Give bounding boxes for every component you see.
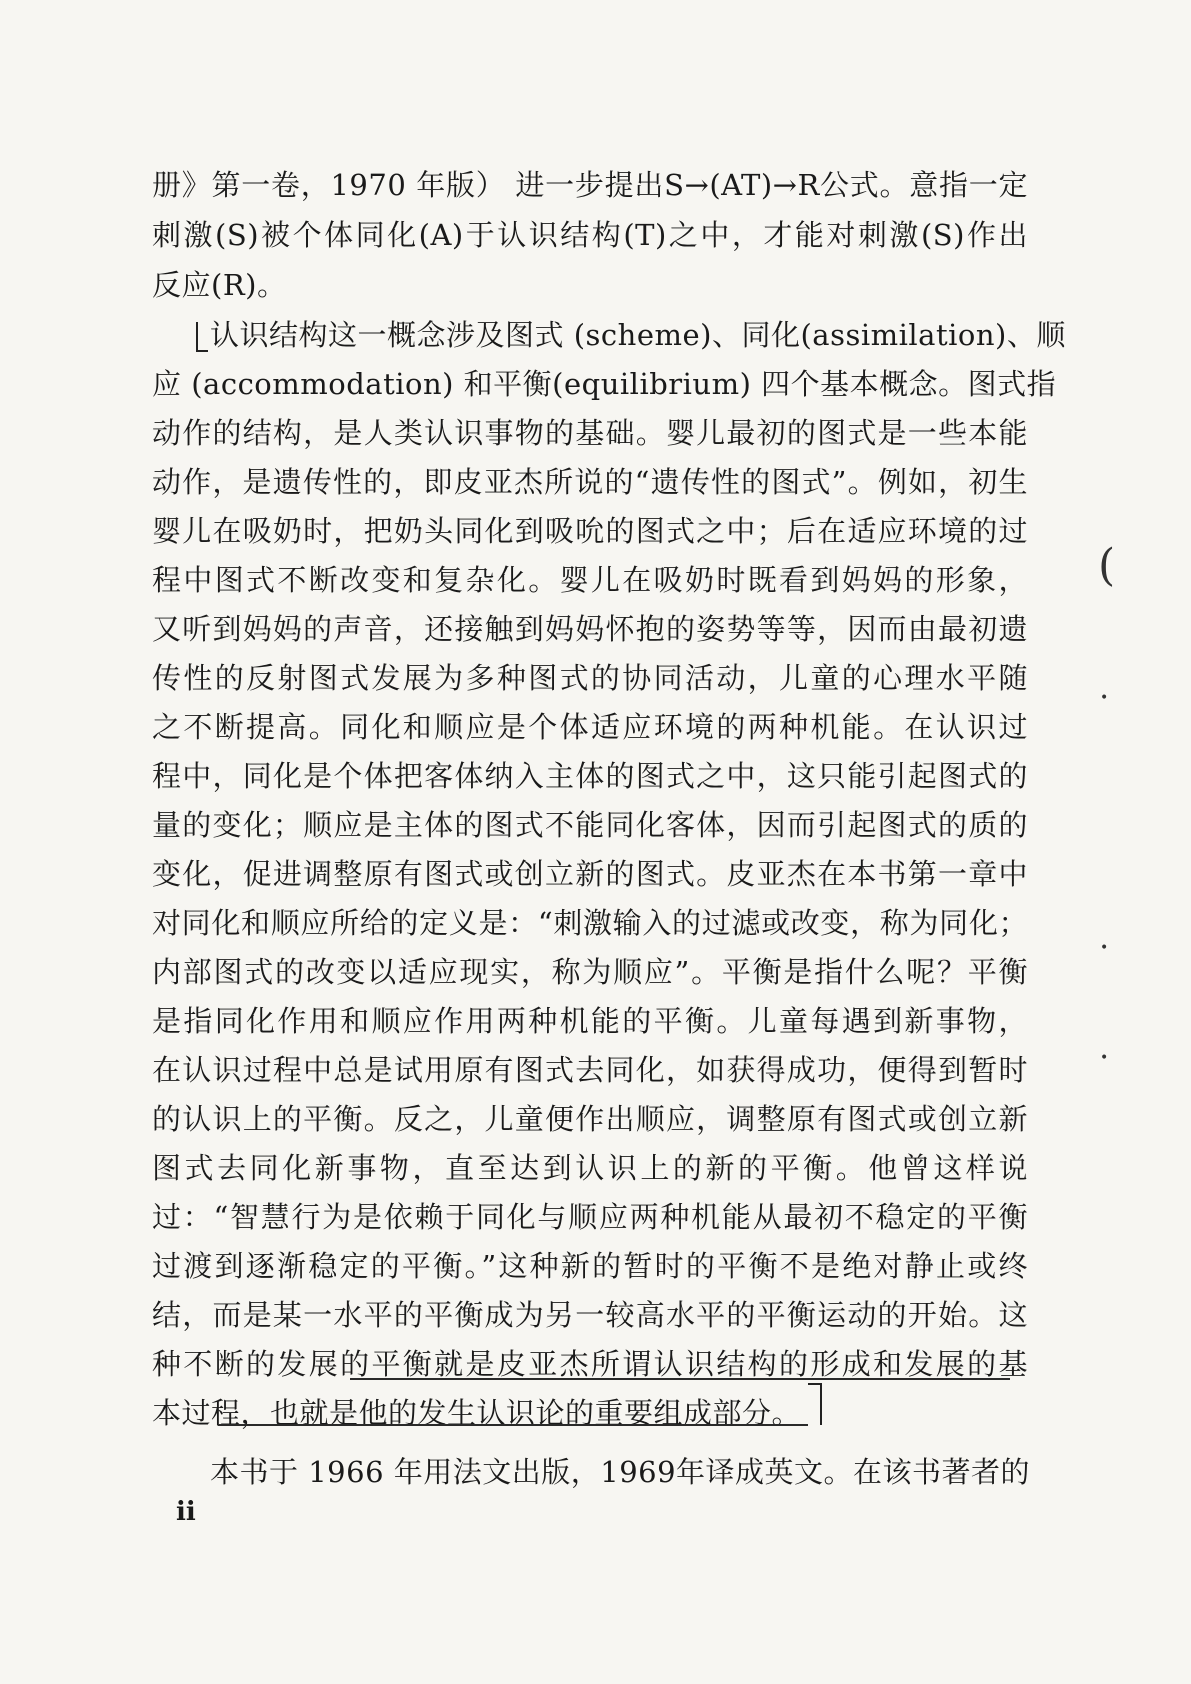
text-line: 程中，同化是个体把客体纳入主体的图式之中，这只能引起图式的 (152, 759, 1028, 793)
text-line: 是指同化作用和顺应作用两种机能的平衡。儿童每遇到新事物， (152, 1004, 1028, 1038)
text-line: 又听到妈妈的声音，还接触到妈妈怀抱的姿势等等，因而由最初遗 (152, 612, 1028, 646)
text-line: 之不断提高。同化和顺应是个体适应环境的两种机能。在认识过 (152, 710, 1028, 744)
text-line: 动作，是遗传性的，即皮亚杰所说的“遗传性的图式”。例如，初生 (152, 465, 1028, 499)
text-line: 刺激(S)被个体同化(A)于认识结构(T)之中，才能对刺激(S)作出 (152, 218, 1028, 252)
text-line: 动作的结构，是人类认识事物的基础。婴儿最初的图式是一些本能 (152, 416, 1028, 450)
page-number: ii (176, 1497, 196, 1527)
handwritten-close-bracket (808, 1383, 822, 1425)
text-line: 过：“智慧行为是依赖于同化与顺应两种机能从最初不稳定的平衡 (152, 1200, 1028, 1234)
text-line: 图式去同化新事物，直至达到认识上的新的平衡。他曾这样说 (152, 1151, 1028, 1185)
text-line: 本书于 1966 年用法文出版，1969年译成英文。在该书著者的 (210, 1455, 1031, 1489)
text-line: 的认识上的平衡。反之，儿童便作出顺应，调整原有图式或创立新 (152, 1102, 1028, 1136)
text-line: 认识结构这一概念涉及图式 (scheme)、同化(assimilation)、顺 (210, 318, 1066, 352)
text-line: 应 (accommodation) 和平衡(equilibrium) 四个基本概念。图式指 (152, 367, 1057, 401)
text-line: 本过程，也就是他的发生认识论的重要组成部分。 (152, 1396, 802, 1430)
text-line: 内部图式的改变以适应现实，称为顺应”。平衡是指什么呢？平衡 (152, 955, 1028, 989)
text-line: 传性的反射图式发展为多种图式的协同活动，儿童的心理水平随 (152, 661, 1028, 695)
text-line: 种不断的发展的平衡就是皮亚杰所谓认识结构的形成和发展的基 (152, 1347, 1028, 1381)
margin-speck: • (1100, 940, 1109, 956)
text-line: 在认识过程中总是试用原有图式去同化，如获得成功，便得到暂时 (152, 1053, 1028, 1087)
text-line: 程中图式不断改变和复杂化。婴儿在吸奶时既看到妈妈的形象， (152, 563, 1028, 597)
margin-speck: • (1100, 1050, 1109, 1066)
handwritten-open-bracket (196, 322, 208, 352)
text-line: 量的变化；顺应是主体的图式不能同化客体，因而引起图式的质的 (152, 808, 1028, 842)
handwritten-underline (350, 1378, 1010, 1380)
text-line: 变化，促进调整原有图式或创立新的图式。皮亚杰在本书第一章中 (152, 857, 1028, 891)
text-line: 册》第一卷，1970 年版） 进一步提出S→(AT)→R公式。意指一定 (152, 168, 1028, 202)
margin-speck: • (1100, 690, 1109, 706)
text-line: 过渡到逐渐稳定的平衡。”这种新的暂时的平衡不是绝对静止或终 (152, 1249, 1028, 1283)
margin-pen-mark: ( (1098, 540, 1116, 591)
text-line: 结，而是某一水平的平衡成为另一较高水平的平衡运动的开始。这 (152, 1298, 1028, 1332)
text-line: 对同化和顺应所给的定义是：“刺激输入的过滤或改变，称为同化； (152, 906, 1028, 940)
handwritten-underline (218, 1424, 808, 1426)
text-line: 反应(R)。 (152, 268, 287, 302)
text-line: 婴儿在吸奶时，把奶头同化到吸吮的图式之中；后在适应环境的过 (152, 514, 1028, 548)
